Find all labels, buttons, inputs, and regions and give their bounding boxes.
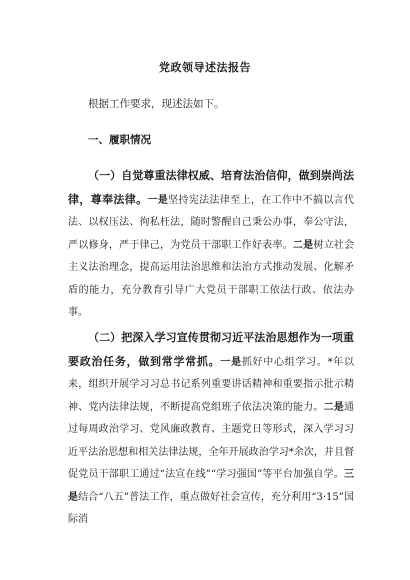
paragraph-1-text-2: 树立社会主义法治理念，提高运用法治思维和法治方式推动发展、化解矛盾的能力，充分教育引导广大党员干部职工依法行政、依法办事。 <box>68 239 355 318</box>
paragraph-1 <box>68 165 354 325</box>
intro-paragraph: 根据工作要求，现述法如下。 <box>88 98 225 110</box>
paragraph-2-text-1: 抓好中心组学习。*年以来，组织开展学习习总书记系列重要讲话精神和重要指示批示精神、党内法律法规，不断提高党组班子依法决策的能力。 <box>68 356 355 413</box>
lead-marker: 二是 <box>323 401 345 413</box>
paragraph-2-heading: （二）把深入学习宣传贯彻习近平法治思想作为一项重要政治任务，做到常学常抓。 <box>68 331 354 368</box>
paragraph-2 <box>68 327 354 532</box>
paragraph-2-text-3: 结合“八五”普法工作，重点做好社会宣传，充分利用“3·15”国际消 <box>68 491 355 525</box>
paragraph-1-text-1: 坚持宪法法律至上，在工作中不搞以言代法、以权压法、徇私枉法，随时警醒自己秉公办事，奉公守法，严以修身，严于律己，为党员干部职工作好表率。 <box>68 194 355 251</box>
paragraph-2-text-2: 通过每周政治学习、党风廉政教育、主题党日等形式，深入学习习近平法治思想和相关法律法规，全年开展政治学习*余次，并且督促党员干部职工通过“法宣在线”“学习强国”等平台加强自学。 <box>68 401 355 480</box>
lead-marker: 三是 <box>68 469 354 503</box>
lead-marker: 二是 <box>292 239 314 251</box>
lead-marker: 一是 <box>147 194 169 206</box>
section-heading: 一、履职情况 <box>88 134 151 146</box>
document-title: 党政领导述法报告 <box>159 61 251 74</box>
paragraph-1-heading: （一）自觉尊重法律权威、培育法治信仰，做到崇尚法律，尊奉法律。 <box>68 169 354 206</box>
lead-marker: 一是 <box>220 356 242 368</box>
